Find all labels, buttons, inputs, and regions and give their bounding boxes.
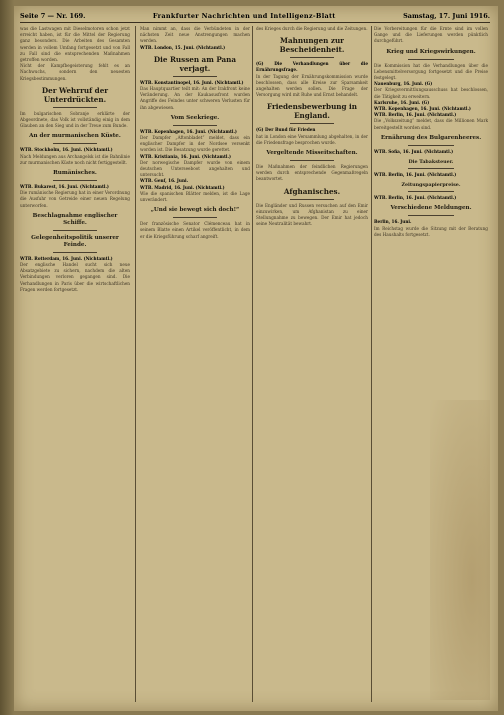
- article-dateline: WTB. Kristiania, 16. Juni. (Nichtamtl.): [140, 153, 231, 159]
- article-dateline: (G) Die Verhandlungen über die Ernährungsfrage.: [256, 61, 368, 73]
- article-text: Die Vorbereitungen für die Ernte sind im vollen Gange und die Lieferungen werden pünktlich durchgeführt.: [374, 26, 488, 44]
- article-dateline: WTB. Rotterdam, 16. Juni. (Nichtamtl.): [20, 255, 113, 261]
- headline-rule: [408, 59, 454, 60]
- page-edge: [0, 0, 14, 715]
- column-1: [20, 26, 130, 702]
- article-dateline: WTB. Madrid, 16. Juni. (Nichtamtl.): [140, 184, 225, 190]
- article-headline: Gelegenheitspolitik unserer Feinde.: [31, 234, 119, 248]
- header-masthead: Frankfurter Nachrichten und Intelligenz-Blatt: [152, 12, 336, 20]
- header-date: Samstag, 17. Juni 1916.: [403, 12, 490, 20]
- article-headline: Friedensbewerbung in England.: [266, 102, 358, 121]
- article-text: Die Maßnahmen der feindlichen Regierungen werden durch entsprechende Gegenmaßregeln beantwortet.: [256, 164, 368, 182]
- headline-rule: [53, 252, 97, 253]
- article-headline: „Und sie bewegt sich doch!“: [150, 207, 240, 214]
- article-headline: Mahnungen zur Bescheidenheit.: [279, 36, 345, 55]
- headline-rule: [290, 160, 335, 161]
- article-headline: Rumänisches.: [53, 170, 97, 177]
- article-text: des Krieges durch die Regierung und die Zeitungen.: [256, 26, 368, 31]
- headline-rule: [290, 57, 335, 58]
- headline-rule: [173, 125, 217, 126]
- article-headline: Afghanisches.: [283, 186, 341, 196]
- article-text: Der norwegische Dampfer wurde von einem deutschen Unterseeboot angehalten und untersucht.: [140, 159, 250, 178]
- page-header: [20, 10, 490, 23]
- headline-rule: [53, 180, 97, 181]
- article-headline: An der murmanischen Küste.: [29, 133, 121, 140]
- article-text: Man nimmt an, dass die Verbündeten in der nächsten Zeit neue Anstrengungen machen werden.: [140, 26, 250, 44]
- article-text: Nicht der Kampfbegeisterung fehlt es an Nachwuchs, sondern den neuesten Kriegsbestimmungen.: [20, 63, 130, 81]
- headline-rule: [290, 123, 335, 124]
- article-headline: Zeitungspapierpreise.: [401, 182, 461, 189]
- article-dateline: WTB. Konstantinopel, 16. Juni. (Nichtamtl.): [140, 79, 244, 85]
- column-2: [140, 26, 250, 702]
- article-dateline: WTB. Kopenhagen, 16. Juni. (Nichtamtl.): [140, 128, 237, 134]
- article-dateline: WTB. Sofia, 16. Juni. (Nichtamtl.): [374, 148, 454, 154]
- headline-rule: [408, 191, 454, 192]
- article-dateline: WTB. Stockholm, 16. Juni. (Nichtamtl.): [20, 147, 113, 153]
- article-dateline: WTB. London, 15. Juni. (Nichtamtl.): [140, 44, 226, 50]
- article-dateline: WTB. Bukarest, 16. Juni. (Nichtamtl.): [20, 184, 109, 190]
- article-headline: Die Tabaksteuer.: [408, 159, 454, 166]
- article-dateline: WTB. Berlin, 16. Juni. (Nichtamtl.): [374, 112, 457, 118]
- article-dateline: WTB. Genf, 16. Juni.: [140, 178, 189, 184]
- headline-rule: [53, 230, 97, 231]
- article-text: Wie die spanischen Blätter melden, ist die Lage unverändert.: [140, 190, 250, 203]
- headline-rule: [408, 168, 454, 169]
- article-dateline: WTB. Berlin, 16. Juni. (Nichtamtl.): [374, 195, 457, 201]
- article-text: Im Reichstag wurde die Sitzung mit der Beratung des Haushalts fortgesetzt.: [374, 225, 488, 237]
- article-text: Die „Volkszeitung“ meldet, dass die Millionen Mark bereitgestellt worden sind.: [374, 118, 488, 130]
- article-text: was die Lastwagen mit Dieselmotoren schon jetzt erreicht haben, ist für die Mittel der Regierung ganz besonders. Die Arbeiten des Gesamten werden in vollem Umfang fortgesetzt und von Fall zu Fall sind die entsprechenden Maßnahmen getroffen worden.: [20, 26, 130, 63]
- article-headline: Die Russen am Pana verjagt.: [153, 54, 237, 73]
- column-divider: [135, 26, 136, 702]
- article-headline: Der Wehrruf der Unterdrückten.: [41, 85, 109, 104]
- article-text: Der Kriegsvermittlungsausschuss hat beschlossen, die Tätigkeit zu erweitern.: [374, 87, 488, 99]
- article-headline: Ernährung des Bulgarenheeres.: [380, 134, 482, 141]
- headline-rule: [408, 215, 454, 216]
- article-dateline: (G) Der Bund für Frieden: [256, 127, 316, 133]
- article-text: Nach Meldungen aus Archangelsk ist die Bahnlinie zur murmanischen Küste noch nicht fertiggestellt.: [20, 153, 130, 165]
- article-text: Der französische Senator Clémenceau hat in seinem Blatte einen Artikel veröffentlicht, in dem er die Kriegsführung scharf angreift.: [140, 221, 250, 239]
- article-text: hat in London eine Versammlung abgehalten, in der die Friedensfrage besprochen wurde.: [256, 133, 368, 145]
- article-text: Der englische Handel sucht sich neue Absatzgebiete zu sichern, nachdem die alten Verbindungen verloren gegangen sind. Die Verhandlungen in Paris über die wirtschaftlichen Fragen werden fortgesetzt.: [20, 262, 130, 292]
- article-text: In der Tagung der Ernährungskommission wurde beschlossen, dass alle Kreise zur Sparsamkeit angehalten werden sollen. Die Frage der Versorgung wird mit Ruhe und Ernst behandelt.: [256, 73, 368, 98]
- article-headline: Vom Seekriege.: [170, 114, 220, 121]
- column-divider: [252, 26, 253, 702]
- article-dateline: WTB. Kopenhagen, 16. Juni. (Nichtamtl.): [374, 106, 471, 112]
- article-text: Das Hauptquartier teilt mit: An der Irakfront keine Veränderung. An der Kaukasusfront wurden Angriffe des Feindes unter schweren Verlusten für ihn abgewiesen.: [140, 86, 250, 110]
- article-dateline: Nauenburg, 16. Juni. (G): [374, 81, 433, 87]
- headline-rule: [173, 217, 217, 218]
- article-text: Die rumänische Regierung hat in einer Verordnung die Ausfuhr von Getreide einer neuen Regelung unterworfen.: [20, 190, 130, 208]
- article-text: Die Kommission hat die Verhandlungen über die Lebensmittelversorgung fortgesetzt und die Preise festgelegt.: [374, 62, 488, 81]
- article-headline: Vergeltende Misseitschaften.: [266, 150, 358, 157]
- headline-rule: [290, 199, 335, 200]
- article-headline: Verschiedene Meldungen.: [390, 205, 472, 212]
- article-dateline: Berlin, 16. Juni.: [374, 219, 412, 225]
- headline-rule: [53, 107, 97, 108]
- article-text: Im bulgarischen Sobranje erklärte der Abgeordnete, das Volk ist vollständig einig in dem Glauben an den Sieg und in der Treue zum Bunde.: [20, 110, 130, 129]
- article-headline: Krieg und Kriegswirkungen.: [386, 48, 476, 55]
- column-divider: [371, 26, 372, 702]
- column-4: [374, 26, 488, 702]
- headline-rule: [53, 143, 97, 144]
- headline-rule: [408, 145, 454, 146]
- header-page-number: Seite 7 — Nr. 169.: [20, 12, 86, 20]
- article-text: Die Engländer und Russen versuchen auf den Emir einzuwirken, um Afghanistan zu einer Stellungnahme zu bewegen. Der Emir hat jedoch seine Neutralität bewahrt.: [256, 202, 368, 227]
- article-headline: Beschlagnahme englischer Schiffe.: [32, 212, 118, 226]
- article-dateline: Karlsruhe, 16. Juni. (G): [374, 99, 430, 105]
- article-text: Der Dampfer „Aftonbladet“ meldet, dass ein englischer Dampfer in der Nordsee versenkt worden ist. Die Besatzung wurde gerettet.: [140, 135, 250, 153]
- article-dateline: WTB. Berlin, 16. Juni. (Nichtamtl.): [374, 172, 457, 178]
- column-3: [256, 26, 368, 702]
- headline-rule: [173, 76, 217, 77]
